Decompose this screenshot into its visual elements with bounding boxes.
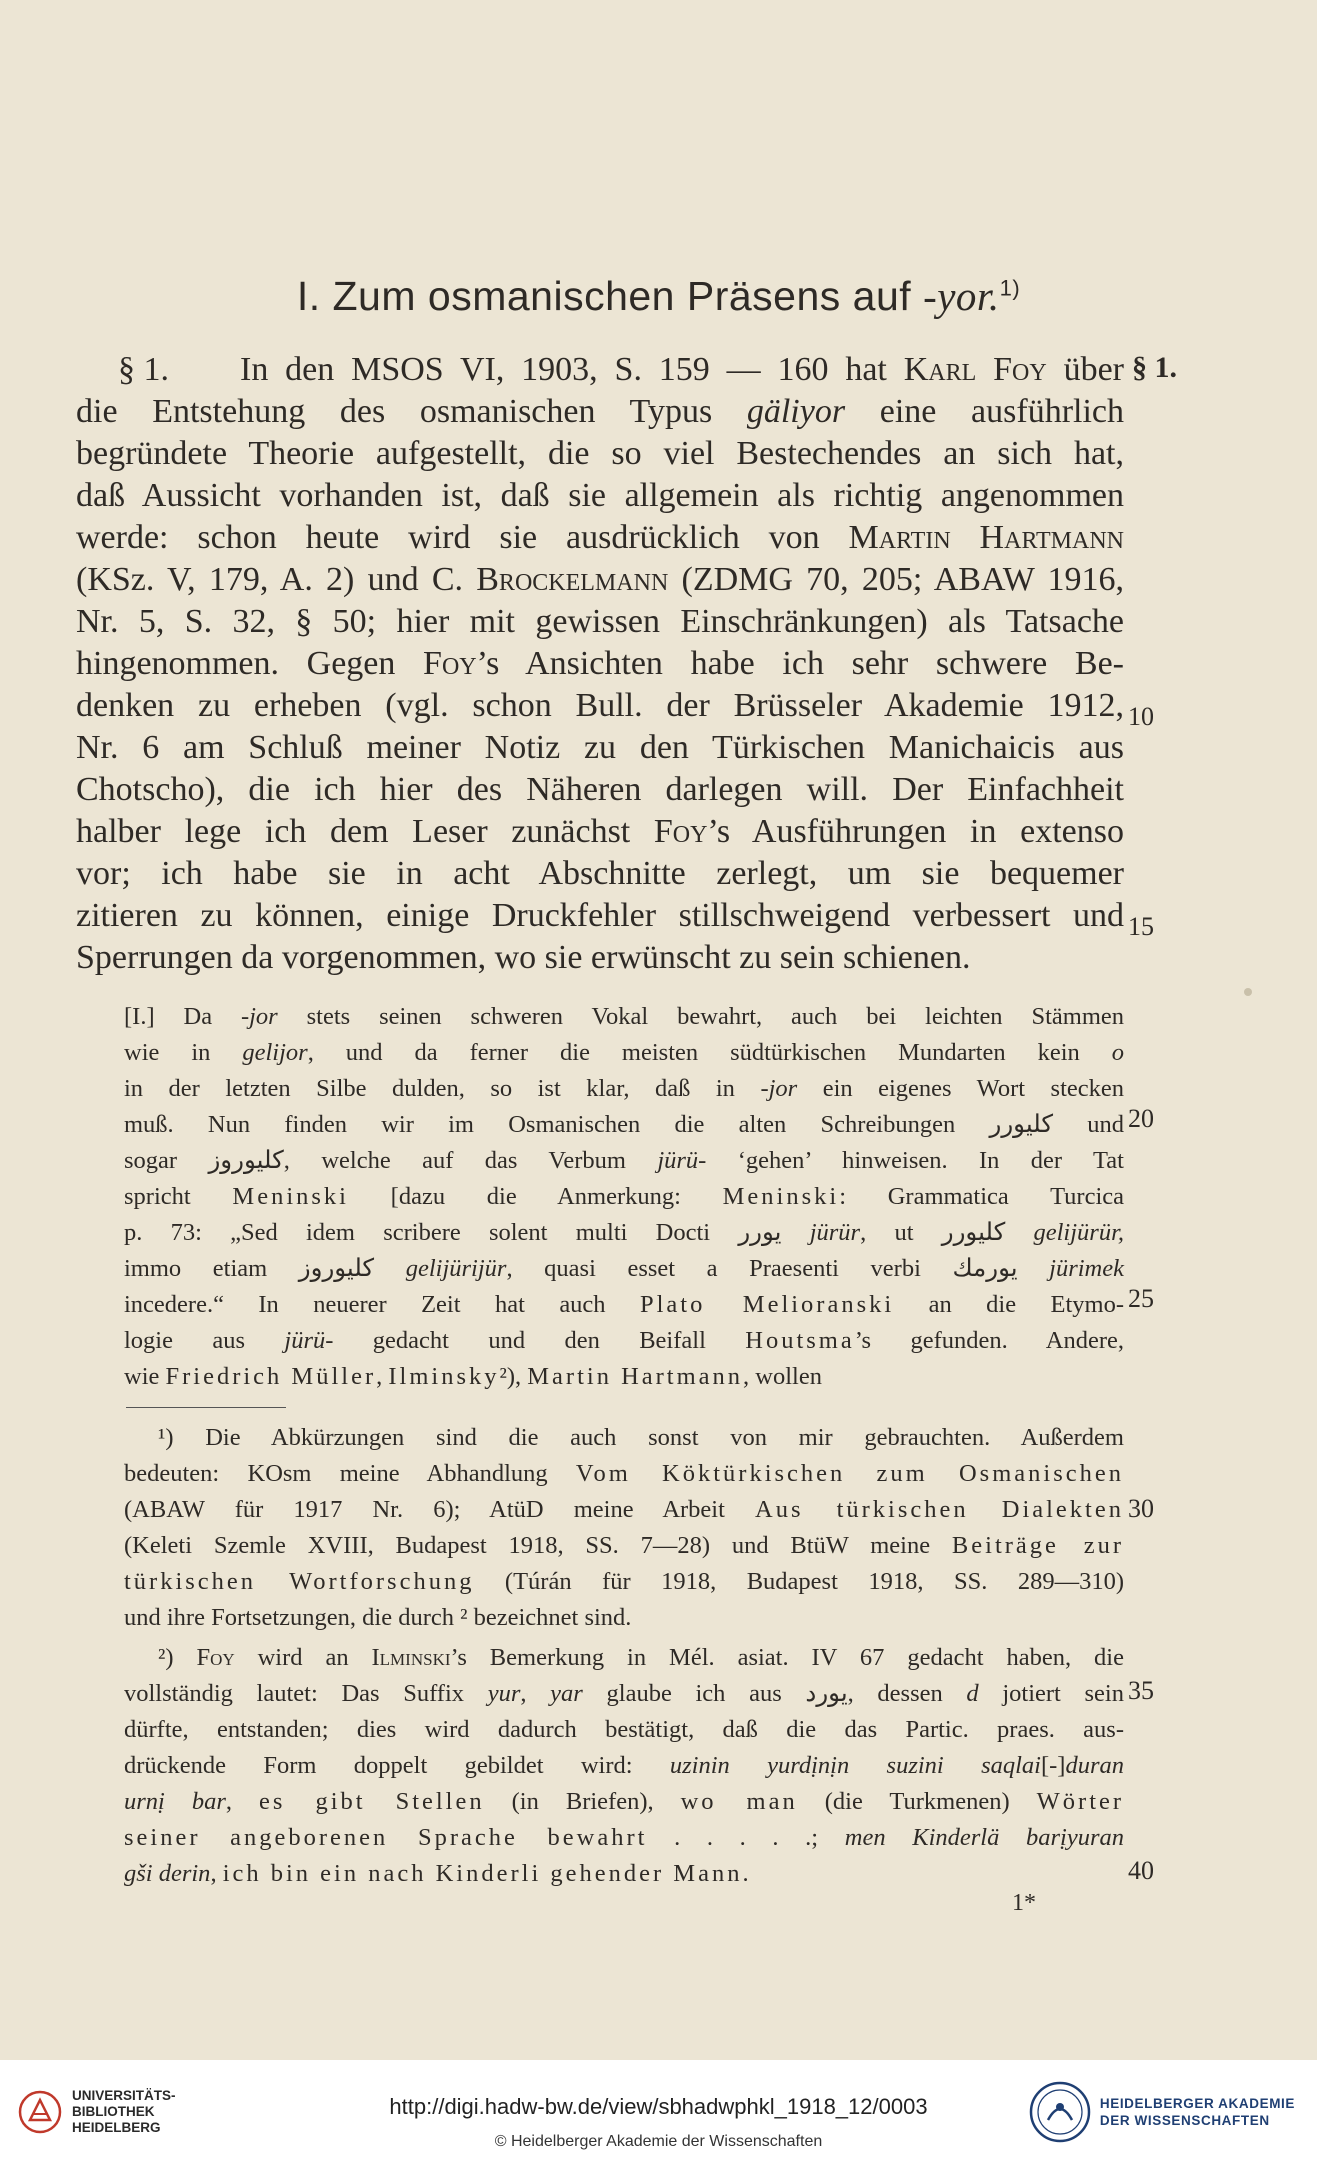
spaced-text: wo man (680, 1788, 798, 1815)
line-number-15: 15 (1128, 912, 1154, 941)
text-line: muß. Nun finden wir im Osmanischen die alten Schreibungen کلیورر und (124, 1111, 1124, 1138)
text-line: werde: schon heute wird sie ausdrücklich von Martin Hartmann (76, 519, 1125, 556)
small-caps-name: Martin Hartmann (848, 519, 1125, 556)
text-line: Nr. 5, S. 32, § 50; hier mit gewissen Einschränkungen) als Tatsache (76, 603, 1124, 640)
arabic-script: كليورر (941, 1219, 1006, 1246)
text-line: ¹) Die Abkürzungen sind die auch sonst von mir gebrauchten. Außerdem (158, 1424, 1124, 1451)
academy-name: HEIDELBERGER AKADEMIE DER WISSENSCHAFTEN (1099, 2096, 1295, 2128)
text-line: wie in gelijor, und da ferner die meisten südtürkischen Mundarten kein o (124, 1039, 1124, 1066)
text-line: seiner angeborenen Sprache bewahrt . . . . .; men Kinderlä barịyuran (124, 1824, 1124, 1851)
text-line: logie aus jürü- gedacht und den Beifall Houtsma’s gefunden. Andere, (124, 1327, 1124, 1354)
arabic-script: يورر (738, 1219, 782, 1246)
text-line: halber lege ich dem Leser zunächst Foy’s Ausführungen in extenso (76, 813, 1124, 850)
spaced-text: Plato Melioranski (640, 1291, 895, 1318)
line-number-25: 25 (1128, 1284, 1154, 1313)
italic-text: yur (487, 1680, 521, 1707)
italic-text: -jor (240, 1003, 278, 1030)
small-caps-name: C. Brockelmann (431, 561, 669, 598)
paper-speck (1244, 988, 1252, 996)
academy-logo[interactable] (1028, 2080, 1295, 2144)
text-line: [I.] Da -jor stets seinen schweren Vokal bewahrt, auch bei leichten Stämmen (124, 1003, 1125, 1030)
spaced-text: es gibt Stellen (259, 1788, 485, 1815)
text-line: bedeuten: KOsm meine Abhandlung Vom Köktürkischen zum Osmanischen (124, 1460, 1124, 1487)
italic-text: gelijor (242, 1039, 308, 1066)
text-line: gši derin, ich bin ein nach Kinderli gehender Mann. (124, 1860, 752, 1887)
spaced-text: Martin Hartmann (527, 1363, 744, 1390)
italic-text: gäliyor (746, 393, 846, 430)
spaced-text: Meninski (722, 1183, 840, 1210)
text-line: vor; ich habe sie in acht Abschnitte zerlegt, um sie bequemer (76, 855, 1124, 892)
spaced-text: Friedrich Müller (165, 1363, 377, 1390)
line-number-20: 20 (1128, 1104, 1154, 1133)
italic-text: urnị bar (124, 1788, 226, 1815)
text-line: drückende Form doppelt gebildet wird: uzinin yurdịnịn suzini saqlai[-]duran (124, 1752, 1125, 1779)
text-line: vollständig lautet: Das Suffix yur, yar glaube ich aus يورد, dessen d jotiert sein (124, 1680, 1124, 1707)
italic-text: jürür (809, 1219, 861, 1246)
spaced-text: Meninski (232, 1183, 349, 1210)
text-line: daß Aussicht vorhanden ist, daß sie allgemein als richtig angenommen (76, 477, 1124, 514)
library-name: UNIVERSITÄTS- BIBLIOTHEK HEIDELBERG (72, 2088, 176, 2135)
text-line: spricht Meninski [dazu die Anmerkung: Meninski: Grammatica Turcica (124, 1183, 1125, 1210)
text-line: incedere.“ In neuerer Zeit hat auch Plato Melioranski an die Etymo- (124, 1291, 1125, 1318)
text-line: dürfte, entstanden; dies wird dadurch bestätigt, daß die das Partic. praes. aus- (124, 1716, 1124, 1743)
quoted-passage (124, 999, 1124, 1395)
text-line: hingenommen. Gegen Foy’s Ansichten habe ich sehr schwere Be- (76, 645, 1124, 682)
text-line: (Keleti Szemle XVIII, Budapest 1918, SS. 7—28) und BtüW meine Beiträge zur (124, 1532, 1124, 1559)
text-line: Sperrungen da vorgenommen, wo sie erwünscht zu sein schienen. (76, 939, 971, 976)
line-number-10: 10 (1128, 702, 1154, 731)
text-line: in der letzten Silbe dulden, so ist klar, daß in -jor ein eigenes Wort stecken (124, 1075, 1124, 1102)
section-mark-right: § 1. (1132, 351, 1177, 384)
arabic-script: يورمك (952, 1255, 1018, 1282)
text-line: zitieren zu können, einige Druckfehler stillschweigend verbessert und (76, 897, 1124, 934)
spaced-text: Wörter (1036, 1788, 1125, 1815)
spaced-text: ich bin ein nach Kinderli gehender Mann. (222, 1860, 752, 1887)
italic-text: -jor (760, 1075, 798, 1102)
italic-text: jürimek (1049, 1255, 1124, 1282)
text-line: wie Friedrich Müller, Ilminsky²), Martin Hartmann, wollen (124, 1363, 822, 1390)
italic-text: gši derin (124, 1860, 211, 1887)
academy-seal-icon (1028, 2080, 1092, 2144)
spaced-text: Aus türkischen Dialekten (755, 1496, 1124, 1523)
text-line: Nr. 6 am Schluß meiner Notiz zu den Türkischen Manichaicis aus (76, 729, 1124, 766)
footnote-rule (126, 1407, 286, 1408)
text-line: denken zu erheben (vgl. schon Bull. der Brüsseler Akademie 1912, (76, 687, 1124, 724)
footnote-1 (124, 1420, 1124, 1636)
footnote-2 (124, 1640, 1124, 1892)
text-line: und ihre Fortsetzungen, die durch ² bezeichnet sind. (124, 1604, 632, 1631)
text-line: In den MSOS VI, 1903, S. 159 — 160 hat Karl Foy über (240, 351, 1124, 388)
spaced-text: seiner angeborenen Sprache bewahrt (124, 1824, 648, 1851)
chapter-heading: I. Zum osmanischen Präsens auf -yor.$^{1)}$ (296, 273, 1021, 319)
text-line: Chotscho), die ich hier des Näheren darlegen will. Der Einfachheit (76, 771, 1124, 808)
italic-text: men Kinderlä barịyuran (844, 1824, 1124, 1851)
italic-text: uzinin yurdịnịn suzini (669, 1752, 944, 1779)
text-line: immo etiam كليوروز gelijürijür, quasi esset a Praesenti verbi يورمك jürimek (124, 1255, 1124, 1282)
spaced-text: Vom Köktürkischen zum Osmanischen (575, 1460, 1124, 1487)
spaced-text: Houtsma (745, 1327, 855, 1354)
small-caps-name: Karl Foy (903, 351, 1047, 388)
line-number-30: 30 (1128, 1494, 1154, 1523)
text-line: (KSz. V, 179, A. 2) und C. Brockelmann (ZDMG 70, 205; ABAW 1916, (76, 561, 1124, 598)
text-line: die Entstehung des osmanischen Typus gäliyor eine ausführlich (76, 393, 1125, 430)
text-line: begründete Theorie aufgestellt, die so viel Bestechendes an sich hat, (76, 435, 1124, 472)
italic-text: duran (1065, 1752, 1125, 1779)
section-mark-left: § 1. (118, 351, 169, 388)
text-line: urnị bar, es gibt Stellen (in Briefen), wo man (die Turkmenen) Wörter (124, 1788, 1125, 1815)
text-line: ²) Foy wird an Ilminski’s Bemerkung in Mél. asiat. IV 67 gedacht haben, die (158, 1644, 1124, 1671)
italic-text: jürü- (657, 1147, 707, 1174)
main-text (76, 391, 1124, 979)
small-caps-name: Foy (423, 645, 477, 682)
signature-mark: 1* (1012, 1890, 1036, 1916)
small-caps-name: Foy (653, 813, 708, 850)
italic-text: d (966, 1680, 979, 1707)
line-number-35: 35 (1128, 1676, 1154, 1705)
spaced-text: Beiträge zur (951, 1532, 1124, 1559)
permalink-url[interactable]: http://digi.hadw-bw.de/view/sbhadwphkl_1918_12/0003 (389, 2094, 928, 2119)
main-text-first-line (240, 349, 1124, 391)
arabic-script: کلیورر (989, 1111, 1053, 1138)
italic-text: saqlai (981, 1752, 1041, 1779)
arabic-script: يورد (805, 1680, 848, 1707)
spaced-text: Ilminsky (388, 1363, 500, 1390)
arabic-script: كليوروز (298, 1255, 375, 1282)
text-line: (ABAW für 1917 Nr. 6); AtüD meine Arbeit Aus türkischen Dialekten (124, 1496, 1124, 1523)
italic-text: yar (550, 1680, 583, 1707)
arabic-script: کلیوروز (208, 1147, 284, 1174)
italic-text: o (1111, 1039, 1124, 1066)
text-line: p. 73: „Sed idem scribere solent multi Docti يورر jürür, ut كليورر gelijürür, (124, 1219, 1125, 1246)
line-number-40: 40 (1128, 1856, 1154, 1885)
small-caps-name: Foy (196, 1644, 235, 1671)
copyright-notice: © Heidelberger Akademie der Wissenschaften (494, 2133, 823, 2150)
italic-text: gelijürür, (1033, 1219, 1125, 1246)
spaced-text: türkischen Wortforschung (124, 1568, 475, 1595)
italic-text: gelijürijür (405, 1255, 507, 1282)
italic-text: jürü- (284, 1327, 334, 1354)
text-line: türkischen Wortforschung (Túrán für 1918, Budapest 1918, SS. 289—310) (124, 1568, 1124, 1595)
text-line: sogar کلیوروز, welche auf das Verbum jürü- ‘gehen’ hinweisen. In der Tat (124, 1147, 1124, 1174)
small-caps-name: Ilminski (371, 1644, 451, 1671)
